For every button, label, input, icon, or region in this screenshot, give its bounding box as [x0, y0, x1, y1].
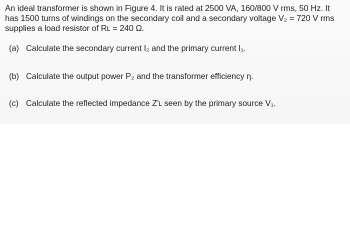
- question-a: [9, 44, 246, 54]
- question-text: Calculate the reflected impedance Z'ʟ seen by the primary source V₁.: [26, 99, 276, 108]
- question-b: [9, 72, 253, 82]
- question-c: [9, 99, 276, 109]
- statement-line: supplies a load resistor of Rʟ = 240 Ω.: [5, 23, 145, 33]
- statement-line: An ideal transformer is shown in Figure 4. It is rated at 2500 VA, 160/800 V rms, 50 Hz. It: [5, 3, 330, 13]
- question-label: (a): [9, 44, 20, 53]
- statement-line: has 1500 turns of windings on the secondary coil and a secondary voltage V₂ = 720 V rms: [5, 13, 335, 23]
- problem-statement: [5, 3, 345, 33]
- question-text: Calculate the secondary current I₂ and the primary current I₁.: [26, 44, 246, 53]
- question-text: Calculate the output power P₂ and the transformer efficiency η.: [26, 72, 254, 81]
- question-label: (c): [9, 99, 19, 108]
- question-label: (b): [9, 72, 20, 81]
